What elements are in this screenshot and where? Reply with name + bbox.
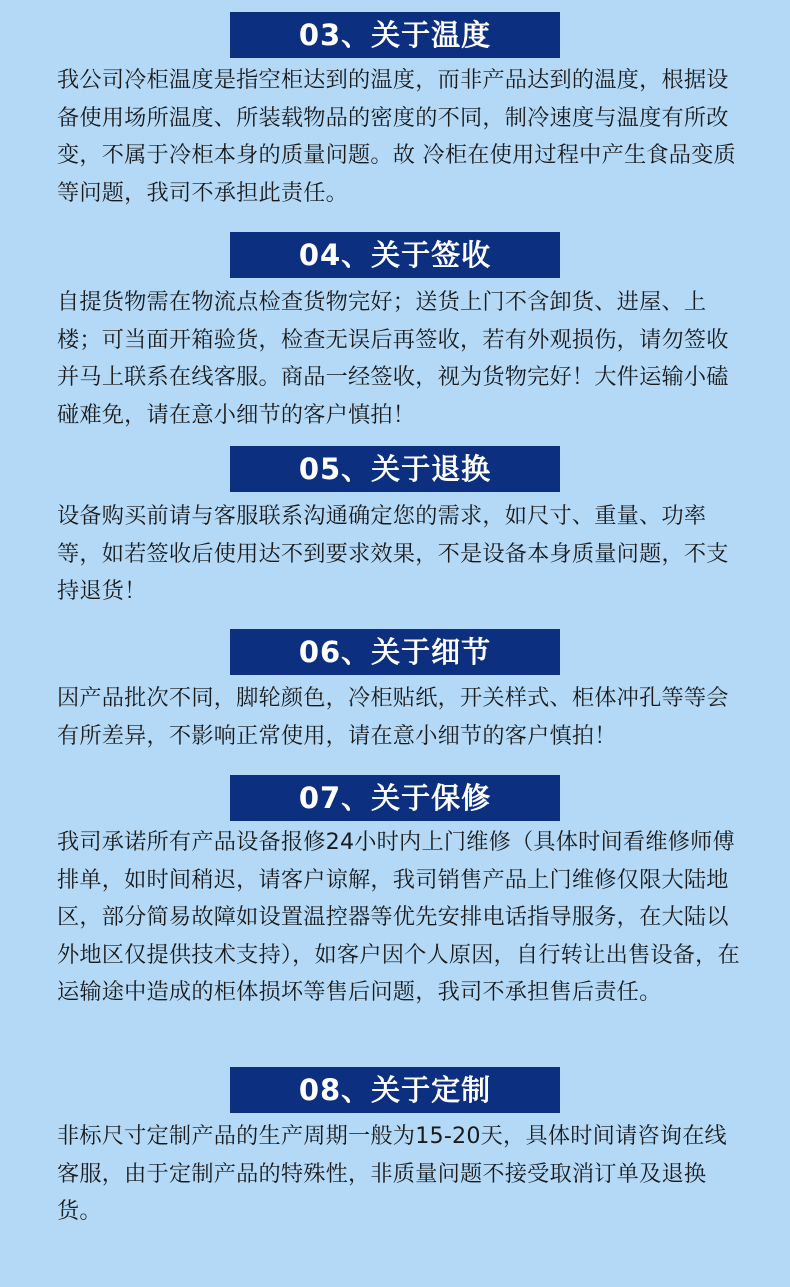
- section-title-details: 06、关于细节: [230, 629, 560, 675]
- section-text-signing: 自提货物需在物流点检查货物完好；送货上门不含卸货、进屋、上楼；可当面开箱验货，检查无误后再签收，若有外观损伤，请勿签收并马上联系在线客服。商品一经签收，视为货物完好！大件运输小磕碰难免，请在意小细节的客户慎拍！: [57, 289, 729, 428]
- section-title-custom: 08、关于定制: [230, 1067, 560, 1113]
- section-text-warranty: 我司承诺所有产品设备报修24小时内上门维修（具体时间看维修师傅排单，如时间稍迟，请客户谅解，我司销售产品上门维修仅限大陆地区，部分简易故障如设置温控器等优先安排电话指导服务，在大陆以外地区仅提供技术支持），如客户因个人原因，自行转让出售设备，在运输途中造成的柜体损坏等售后问题，我司不承担售后责任。: [57, 829, 740, 1005]
- section-text-temperature: 我公司冷柜温度是指空柜达到的温度，而非产品达到的温度，根据设备使用场所温度、所装载物品的密度的不同，制冷速度与温度有所改变，不属于冷柜本身的质量问题。故 冷柜在使用过程中产生食品变质等问题，我司不承担此责任。: [57, 67, 736, 206]
- section-title-warranty: 07、关于保修: [230, 775, 560, 821]
- section-text-custom: 非标尺寸定制产品的生产周期一般为15-20天，具体时间请咨询在线客服，由于定制产品的特殊性，非质量问题不接受取消订单及退换货。: [57, 1123, 727, 1224]
- section-title-returns: 05、关于退换: [230, 446, 560, 492]
- section-title-temperature: 03、关于温度: [230, 12, 560, 58]
- section-title-signing: 04、关于签收: [230, 232, 560, 278]
- section-text-returns: 设备购买前请与客服联系沟通确定您的需求，如尺寸、重量、功率等，如若签收后使用达不到要求效果，不是设备本身质量问题，不支持退货！: [57, 503, 729, 604]
- section-text-details: 因产品批次不同，脚轮颜色，冷柜贴纸，开关样式、柜体冲孔等等会有所差异，不影响正常使用，请在意小细节的客户慎拍！: [57, 685, 729, 749]
